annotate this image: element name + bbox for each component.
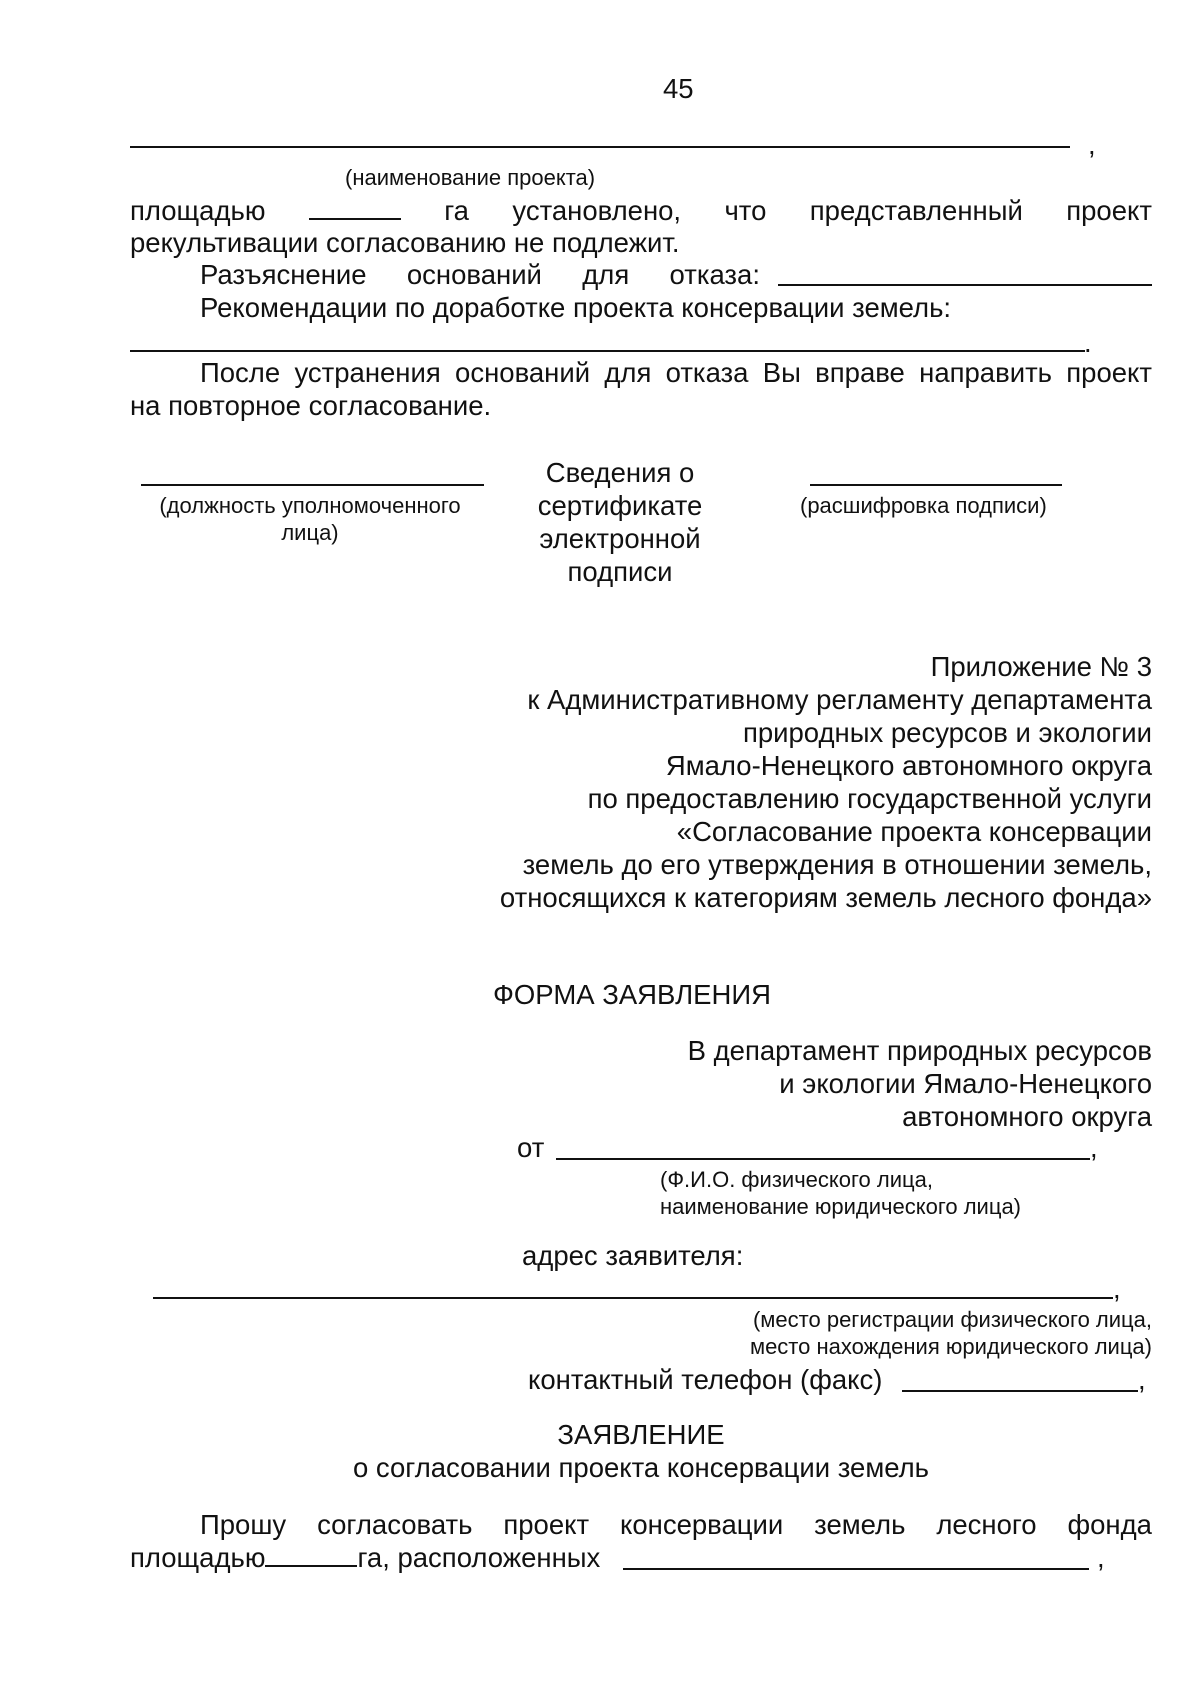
refusal-word-2: оснований xyxy=(406,259,542,290)
decoding-line xyxy=(810,484,1062,486)
project-name-line xyxy=(130,146,1070,148)
established-word: установлено, xyxy=(512,195,682,226)
phone-comma: , xyxy=(1138,1364,1146,1395)
certificate-line-2: сертификате xyxy=(537,490,703,521)
after-row: После устранения оснований для отказа Вы вправе направить проект xyxy=(200,357,1152,388)
position-caption xyxy=(130,492,490,546)
form-title: ФОРМА ЗАЯВЛЕНИЯ xyxy=(493,979,771,1010)
request-cont xyxy=(130,1541,600,1574)
appendix-line-3: природных ресурсов и экологии xyxy=(742,717,1152,748)
request-area-word: площадью xyxy=(130,1542,266,1573)
address-label: адрес заявителя: xyxy=(522,1240,744,1271)
statement-title: ЗАЯВЛЕНИЕ xyxy=(557,1419,725,1450)
request-word-5: земель xyxy=(814,1509,906,1540)
comma: , xyxy=(1088,129,1096,160)
refusal-word-4: отказа: xyxy=(669,259,760,290)
address-caption-1: (место регистрации физического лица, xyxy=(752,1307,1152,1332)
refusal-row xyxy=(200,258,760,291)
request-location-line xyxy=(623,1568,1089,1570)
submitted-word: представленный xyxy=(809,195,1023,226)
decoding-caption: (расшифровка подписи) xyxy=(800,493,1047,518)
request-word-2: согласовать xyxy=(317,1509,473,1540)
ha-word: га xyxy=(444,195,469,226)
position-line xyxy=(141,484,484,486)
from-caption-1: (Ф.И.О. физического лица, xyxy=(660,1167,933,1192)
recommendations: Рекомендации по доработке проекта консервации земель: xyxy=(200,292,952,323)
certificate-line-1: Сведения о xyxy=(545,457,695,488)
addressee-block xyxy=(688,1034,1152,1133)
that-word: что xyxy=(724,195,767,226)
statement-heading xyxy=(130,1418,1152,1484)
certificate-line-3: электронной xyxy=(539,523,701,554)
area-row xyxy=(130,194,1152,227)
from-caption-2: наименование юридического лица) xyxy=(660,1194,1022,1219)
appendix-block xyxy=(500,650,1152,914)
period: . xyxy=(1084,327,1092,358)
addressee-line-3: автономного округа xyxy=(902,1101,1152,1132)
refusal-word-1: Разъяснение xyxy=(200,259,367,290)
request-located-word: га, расположенных xyxy=(357,1542,601,1573)
address-caption xyxy=(750,1306,1152,1360)
phone-line xyxy=(902,1390,1138,1392)
certificate-block xyxy=(520,456,720,588)
appendix-line-6: «Согласование проекта консервации xyxy=(676,816,1152,847)
address-caption-2: место нахождения юридического лица) xyxy=(749,1334,1152,1359)
after-row-cont: на повторное согласование. xyxy=(130,390,492,421)
address-comma: , xyxy=(1113,1273,1121,1304)
certificate-line-4: подписи xyxy=(567,556,673,587)
addressee-line-2: и экологии Ямало-Ненецкого xyxy=(779,1068,1152,1099)
area-row-cont: рекультивации согласованию не подлежит. xyxy=(130,227,680,258)
appendix-line-4: Ямало-Ненецкого автономного округа xyxy=(665,750,1152,781)
appendix-line-8: относящихся к категориям земель лесного фонда» xyxy=(499,882,1152,913)
refusal-word-3: для xyxy=(582,259,630,290)
from-label: от xyxy=(517,1132,545,1163)
recommendations-line xyxy=(130,350,1085,352)
request-area-blank xyxy=(265,1541,357,1567)
position-caption-2: лица) xyxy=(281,520,339,545)
from-comma: , xyxy=(1090,1132,1098,1163)
area-blank xyxy=(309,194,401,220)
page-number: 45 xyxy=(663,73,694,104)
request-word-4: консервации xyxy=(620,1509,784,1540)
refusal-line xyxy=(778,284,1152,286)
phone-label: контактный телефон (факс) xyxy=(528,1364,883,1395)
addressee-line-1: В департамент природных ресурсов xyxy=(687,1035,1152,1066)
request-word-1: Прошу xyxy=(200,1509,287,1540)
request-word-3: проект xyxy=(503,1509,590,1540)
request-row xyxy=(200,1508,1152,1541)
appendix-line-2: к Административному регламенту департамента xyxy=(527,684,1152,715)
project-name-caption: (наименование проекта) xyxy=(345,165,596,190)
appendix-line-1: Приложение № 3 xyxy=(930,651,1152,682)
area-word: площадью xyxy=(130,195,266,226)
appendix-line-5: по предоставлению государственной услуги xyxy=(587,783,1152,814)
statement-subtitle: о согласовании проекта консервации земель xyxy=(352,1452,929,1483)
from-caption xyxy=(660,1166,1021,1220)
position-caption-1: (должность уполномоченного xyxy=(159,493,461,518)
project-word: проект xyxy=(1066,195,1152,226)
request-word-7: фонда xyxy=(1067,1509,1152,1540)
from-line xyxy=(556,1158,1090,1160)
address-line xyxy=(153,1297,1113,1299)
appendix-line-7: земель до его утверждения в отношении земель, xyxy=(522,849,1152,880)
request-comma: , xyxy=(1097,1542,1105,1573)
request-word-6: лесного xyxy=(936,1509,1037,1540)
